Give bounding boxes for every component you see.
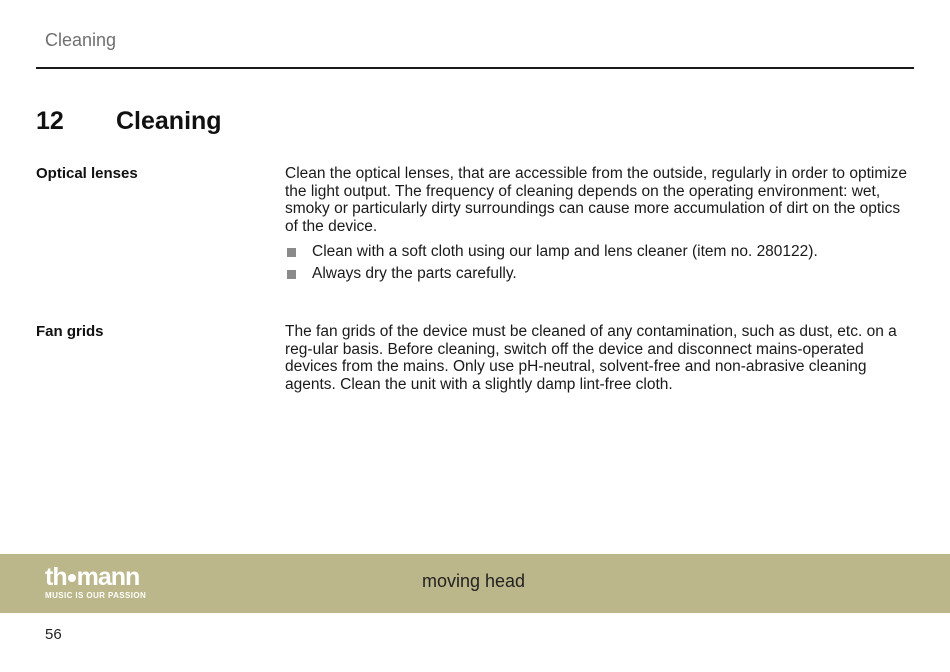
bullet-text: Always dry the parts carefully. [312,265,517,283]
header-divider [36,67,914,69]
product-name: moving head [422,571,526,591]
fan-grids-body [285,323,913,393]
logo-dot-icon [68,574,76,582]
logo-word-right: mann [76,563,140,591]
square-bullet-icon [287,270,296,279]
logo-wordmark [45,563,146,591]
chapter-heading [36,107,222,136]
running-header: Cleaning [45,30,117,50]
logo-word-left: th [45,563,67,591]
fan-grids-label: Fan grids [36,323,104,340]
bullet-text: Clean with a soft cloth using our lamp and lens cleaner (item no. 280122). [312,243,818,261]
list-item [285,243,913,261]
square-bullet-icon [287,248,296,257]
chapter-number: 12 [36,107,64,135]
page-number: 56 [45,626,62,643]
optical-lenses-text: Clean the optical lenses, that are accessible from the outside, regularly in order to optimize the light output. The frequency of cleaning depends on the operating environment: wet, smoky or particularly dirty surroundings can cause more accumulation of dirt on the optics of the device. [285,165,908,235]
list-item [285,265,913,283]
optical-lenses-bullet-list [285,243,913,283]
fan-grids-text: The fan grids of the device must be cleaned of any contamination, such as dust, etc. on a reg-ular basis. Before cleaning, switch off the device and disconnect mains-operated devices from the mains. Only use pH-neutral, solvent-free and non-abrasive cleaning agents. Clean the unit with a slightly damp lint-free cloth. [285,323,897,393]
chapter-title: Cleaning [116,107,222,135]
footer-band [0,554,950,613]
optical-lenses-label: Optical lenses [36,165,138,182]
optical-lenses-body [285,165,913,287]
logo-tagline: MUSIC IS OUR PASSION [45,591,147,600]
thomann-logo [45,563,147,600]
